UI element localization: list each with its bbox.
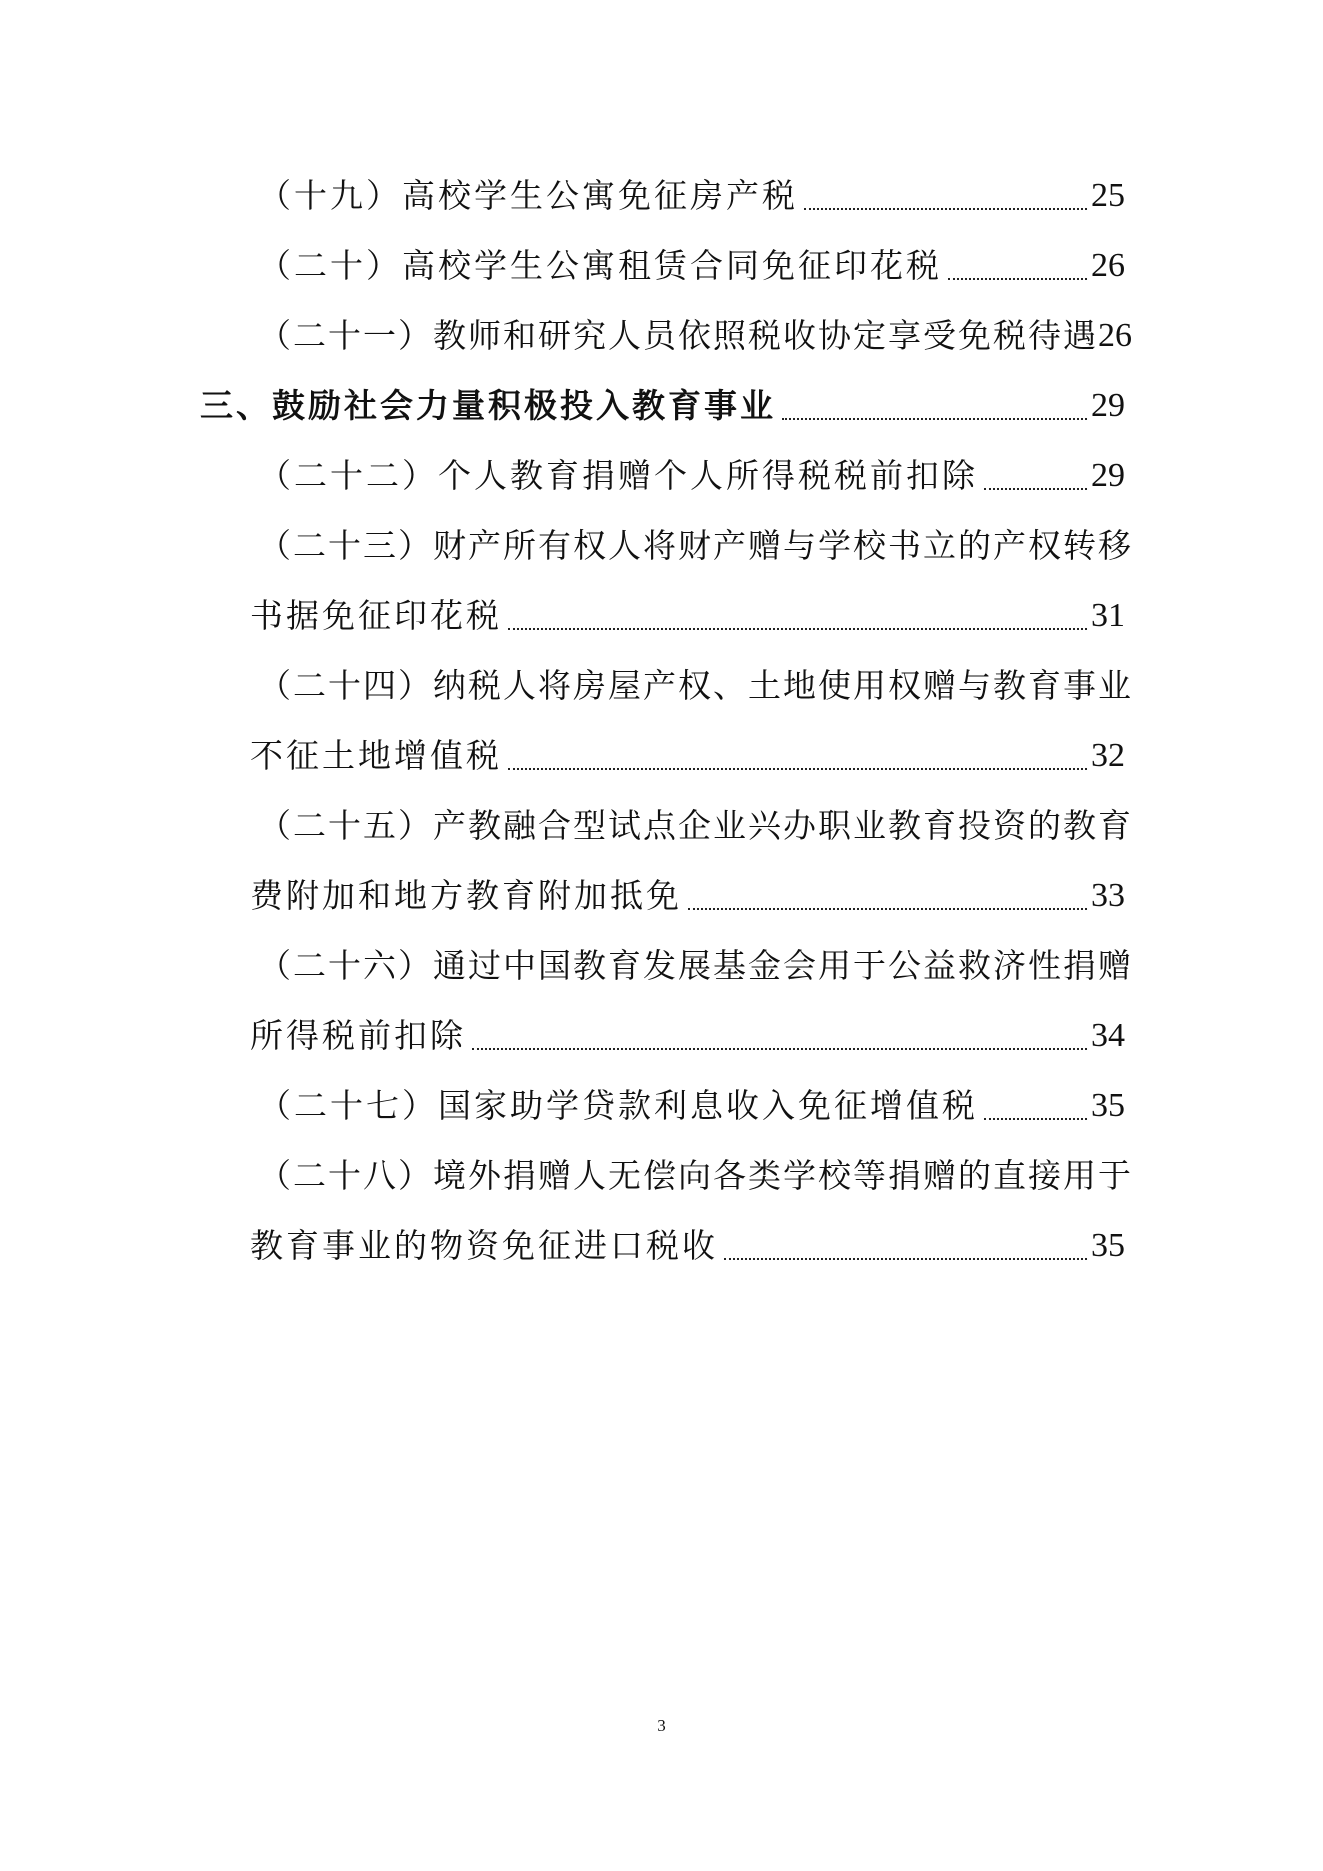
toc-entry-page: 35 bbox=[1091, 1087, 1125, 1124]
toc-entry-line[interactable] bbox=[258, 938, 1133, 994]
toc-entry[interactable] bbox=[250, 1008, 1125, 1064]
toc-entry-page: 25 bbox=[1091, 177, 1125, 214]
toc-entry-page: 29 bbox=[1091, 387, 1125, 424]
dot-leader bbox=[948, 278, 1087, 280]
toc-entry-page: 29 bbox=[1091, 457, 1125, 494]
toc-entry-title: （二十七）国家助学贷款利息收入免征增值税 bbox=[258, 1086, 978, 1125]
toc-entry-title: 所得税前扣除 bbox=[250, 1016, 466, 1055]
toc-entry-title: （二十）高校学生公寓租赁合同免征印花税 bbox=[258, 246, 942, 285]
toc-entry-page: 35 bbox=[1091, 1227, 1125, 1264]
toc-entry-title: （二十一）教师和研究人员依照税收协定享受免税待遇 bbox=[258, 316, 1098, 355]
toc-entry[interactable] bbox=[258, 238, 1125, 294]
toc-entry-title: （十九）高校学生公寓免征房产税 bbox=[258, 176, 798, 215]
toc-entry[interactable] bbox=[250, 728, 1125, 784]
toc-entry[interactable] bbox=[250, 588, 1125, 644]
toc-entry-title-line1: （二十六）通过中国教育发展基金会用于公益救济性捐赠 bbox=[258, 946, 1133, 985]
toc-entry-title-line1: （二十四）纳税人将房屋产权、土地使用权赠与教育事业 bbox=[258, 666, 1133, 705]
toc-entry-page: 32 bbox=[1091, 737, 1125, 774]
dot-leader bbox=[472, 1048, 1087, 1050]
dot-leader bbox=[804, 208, 1087, 210]
toc-entry-title-line1: （二十五）产教融合型试点企业兴办职业教育投资的教育 bbox=[258, 806, 1133, 845]
toc-entry[interactable] bbox=[258, 308, 1132, 364]
toc-entry-title: 书据免征印花税 bbox=[250, 596, 502, 635]
toc-entry-page: 34 bbox=[1091, 1017, 1125, 1054]
toc-entry-title: （二十二）个人教育捐赠个人所得税税前扣除 bbox=[258, 456, 978, 495]
dot-leader bbox=[984, 488, 1087, 490]
toc-entry[interactable] bbox=[258, 168, 1125, 224]
toc-entry-page: 31 bbox=[1091, 597, 1125, 634]
toc-entry-line[interactable] bbox=[258, 1148, 1133, 1204]
toc-section-heading[interactable] bbox=[200, 378, 1125, 434]
dot-leader bbox=[688, 908, 1087, 910]
dot-leader bbox=[782, 418, 1087, 420]
toc-entry-page: 26 bbox=[1091, 247, 1125, 284]
toc-entry-title: 教育事业的物资免征进口税收 bbox=[250, 1226, 718, 1265]
page-number: 3 bbox=[657, 1716, 666, 1735]
toc-entry[interactable] bbox=[250, 868, 1125, 924]
toc-entry-title: 费附加和地方教育附加抵免 bbox=[250, 876, 682, 915]
toc-entry-line[interactable] bbox=[258, 658, 1133, 714]
toc-entry[interactable] bbox=[258, 448, 1125, 504]
toc-entry-page: 26 bbox=[1098, 317, 1132, 354]
dot-leader bbox=[724, 1258, 1087, 1260]
toc-entry-title-line1: （二十三）财产所有权人将财产赠与学校书立的产权转移 bbox=[258, 526, 1133, 565]
toc-entry-line[interactable] bbox=[258, 518, 1133, 574]
toc-entry-title: 三、鼓励社会力量积极投入教育事业 bbox=[200, 386, 776, 425]
dot-leader bbox=[984, 1118, 1087, 1120]
toc-entry-title-line1: （二十八）境外捐赠人无偿向各类学校等捐赠的直接用于 bbox=[258, 1156, 1133, 1195]
toc-entry[interactable] bbox=[258, 1078, 1125, 1134]
dot-leader bbox=[508, 768, 1087, 770]
dot-leader bbox=[508, 628, 1087, 630]
toc-entry-page: 33 bbox=[1091, 877, 1125, 914]
toc-entry[interactable] bbox=[250, 1218, 1125, 1274]
toc-entry-line[interactable] bbox=[258, 798, 1133, 854]
toc-entry-title: 不征土地增值税 bbox=[250, 736, 502, 775]
